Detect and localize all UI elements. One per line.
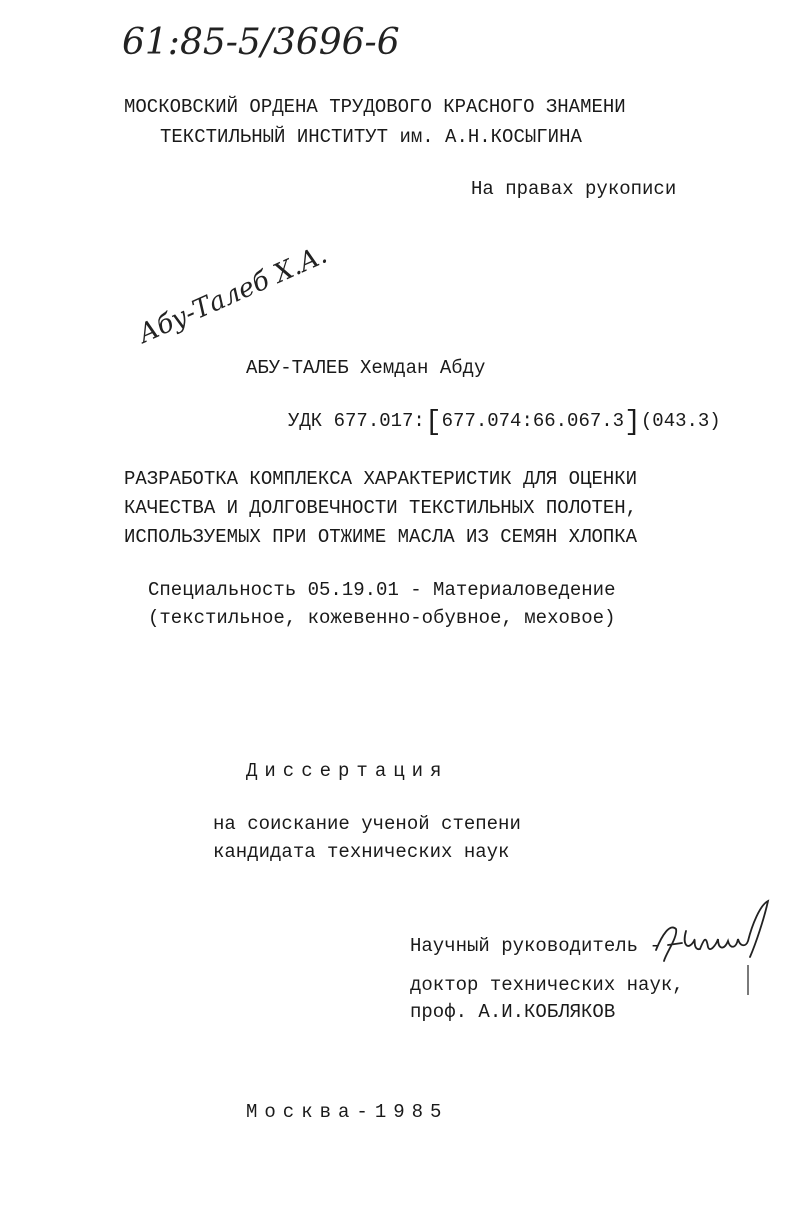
author-name: АБУ-ТАЛЕБ Хемдан Абду bbox=[246, 357, 486, 379]
supervisor-degree: доктор технических наук, bbox=[410, 974, 684, 996]
udk-bracket-close: ] bbox=[624, 407, 641, 438]
institute-line-1: МОСКОВСКИЙ ОРДЕНА ТРУДОВОГО КРАСНОГО ЗНАМЕНИ bbox=[124, 96, 626, 118]
title-line-3: ИСПОЛЬЗУЕМЫХ ПРИ ОТЖИМЕ МАСЛА ИЗ СЕМЯН ХЛОПКА bbox=[124, 526, 638, 548]
title-line-2: КАЧЕСТВА И ДОЛГОВЕЧНОСТИ ТЕКСТИЛЬНЫХ ПОЛОТЕН, bbox=[124, 497, 638, 519]
udk-code bbox=[288, 407, 721, 438]
city-year: Москва-1985 bbox=[246, 1101, 449, 1123]
institute-line-2: ТЕКСТИЛЬНЫЙ ИНСТИТУТ им. А.Н.КОСЫГИНА bbox=[160, 126, 582, 148]
udk-suffix: (043.3) bbox=[640, 410, 721, 432]
degree-line-2: кандидата технических наук bbox=[213, 841, 510, 863]
specialty-line-1: Специальность 05.19.01 - Материаловедение bbox=[148, 579, 616, 601]
udk-bracketed: 677.074:66.067.3 bbox=[441, 410, 625, 432]
title-line-1: РАЗРАБОТКА КОМПЛЕКСА ХАРАКТЕРИСТИК ДЛЯ ОЦЕНКИ bbox=[124, 468, 638, 490]
author-handwritten: Абу-Талеб Х.А. bbox=[133, 239, 332, 350]
specialty-line-2: (текстильное, кожевенно-обувное, меховое) bbox=[148, 607, 616, 629]
degree-line-1: на соискание ученой степени bbox=[213, 813, 521, 835]
manuscript-rights: На правах рукописи bbox=[471, 178, 677, 200]
supervisor-label: Научный руководитель - bbox=[410, 935, 661, 957]
udk-prefix: УДК 677.017: bbox=[288, 410, 425, 432]
document-type: Диссертация bbox=[246, 760, 449, 782]
udk-bracket-open: [ bbox=[424, 407, 442, 438]
supervisor-name: проф. А.И.КОБЛЯКОВ bbox=[410, 1001, 616, 1023]
archive-number: 61:85-5/3696-6 bbox=[122, 22, 400, 63]
